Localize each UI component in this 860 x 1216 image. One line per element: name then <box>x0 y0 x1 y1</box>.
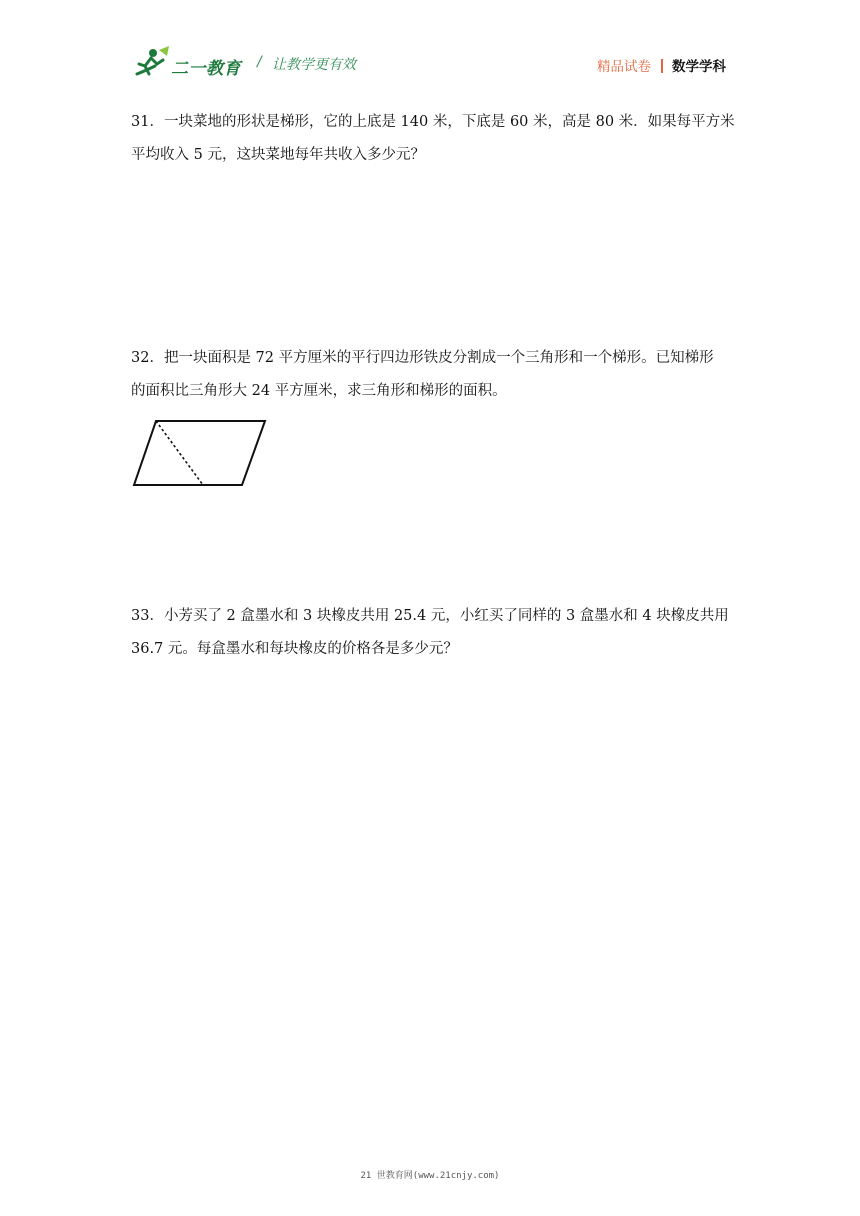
brand-divider <box>661 59 663 73</box>
question-32 <box>131 342 731 408</box>
parallelogram-outline <box>134 421 265 485</box>
brand-label: 精品试卷 <box>597 59 651 75</box>
brand-block <box>597 55 726 75</box>
slogan-separator: / <box>257 54 262 70</box>
question-line: 的面积比三角形大 24 平方厘米，求三角形和梯形的面积。 <box>131 383 507 399</box>
question-line: 33．小芳买了 2 盒墨水和 3 块橡皮共用 25.4 元，小红买了同样的 3 盒墨水和 4 块橡皮共用 <box>131 608 729 624</box>
question-line: 36.7 元。每盒墨水和每块橡皮的价格各是多少元？ <box>131 641 458 657</box>
question-line: 31．一块菜地的形状是梯形，它的上底是 140 米，下底是 60 米，高是 80 米．如果每平方米 <box>131 114 735 130</box>
logo <box>133 44 263 82</box>
dashed-cut-line <box>156 421 203 485</box>
subject-label: 数学学科 <box>672 59 726 75</box>
question-line: 32．把一块面积是 72 平方厘米的平行四边形铁皮分割成一个三角形和一个梯形。已知梯形 <box>131 350 714 366</box>
slogan: 让教学更有效 <box>272 57 356 73</box>
logo-text: 二一教育 <box>171 59 241 79</box>
page-footer: 21 世教育网(www.21cnjy.com) <box>360 1171 500 1181</box>
page-header <box>0 0 860 96</box>
parallelogram-figure-icon <box>131 418 271 490</box>
question-31 <box>131 106 735 172</box>
question-33 <box>131 600 731 666</box>
question-line: 平均收入 5 元，这块菜地每年共收入多少元？ <box>131 147 425 163</box>
runner-logo-icon <box>133 44 173 82</box>
